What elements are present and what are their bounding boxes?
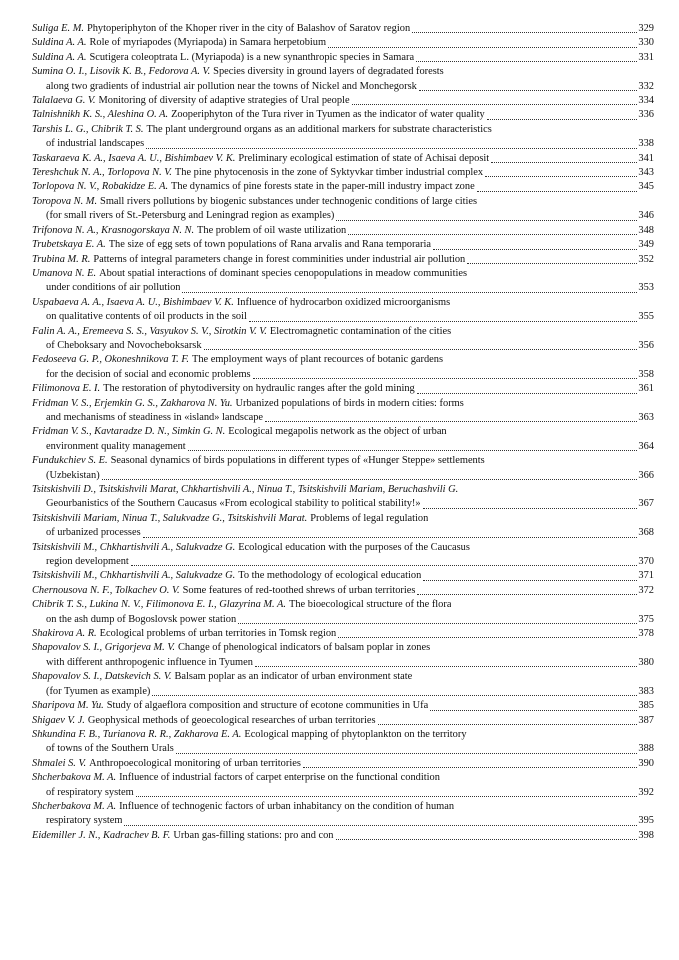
entry-authors: Uspabaeva A. A., Isaeva A. U., Bishimbaev V. K. — [32, 296, 234, 308]
entry-authors: Fridman V. S., Erjemkin G. S., Zakharova N. Yu. — [32, 397, 233, 409]
entry-title-line: The pine phytocenosis in the zone of Syktyvkar timber industrial complex — [174, 167, 484, 179]
dot-leader — [338, 636, 637, 638]
entry-authors: Suldina A. A. — [32, 51, 87, 63]
entry-authors: Tsitskishvili Mariam, Ninua T., Salukvadze G., Tsitskishvili Marat. — [32, 512, 308, 524]
entry-authors: Shcherbakova M. A. — [32, 772, 117, 784]
entry-title-line: The employment ways of plant recources of botanic gardens — [191, 354, 444, 366]
dot-leader — [303, 766, 638, 768]
toc-entry — [32, 425, 654, 454]
toc-entry-continuation-line — [32, 656, 654, 670]
entry-page-number: 346 — [638, 210, 654, 222]
toc-entry-first-line — [32, 397, 654, 411]
toc-entry — [32, 670, 654, 699]
entry-authors: Sharipova M. Yu. — [32, 700, 104, 712]
entry-title-line: under conditions of air pollution — [46, 282, 181, 294]
toc-entry-continuation-line — [32, 685, 654, 699]
entry-page-number: 334 — [638, 95, 654, 107]
toc-entry — [32, 22, 654, 36]
toc-entry-first-line — [32, 152, 654, 166]
toc-entry — [32, 757, 654, 771]
entry-title-line: Ecological problems of urban territories in Tomsk region — [99, 628, 337, 640]
entry-title-line: The size of egg sets of town populations of Rana arvalis and Rana temporaria — [108, 239, 432, 251]
toc-entry — [32, 108, 654, 122]
entry-authors: Taskaraeva K. A., Isaeva A. U., Bishimbaev V. K. — [32, 152, 236, 164]
dot-leader — [433, 248, 637, 250]
entry-page-number: 329 — [638, 23, 654, 34]
entry-title-line: Some features of red-toothed shrews of urban territories — [182, 584, 416, 596]
toc-entry — [32, 699, 654, 713]
dot-leader — [146, 147, 637, 149]
dot-leader — [253, 377, 638, 379]
toc-entry-first-line — [32, 22, 654, 36]
toc-entry-first-line — [32, 195, 654, 209]
entry-page-number: 368 — [638, 527, 654, 539]
entry-authors: Tsitskishvili D., Tsitskishvili Marat, Chkhartishvili A., Ninua T., Tsitskishvili Mariam, Beruchashvili G. — [32, 484, 459, 495]
entry-page-number: 355 — [638, 311, 654, 323]
entry-title-line: environment quality management — [46, 440, 186, 452]
entry-page-number: 353 — [638, 282, 654, 294]
entry-title-line: Problems of legal regulation — [310, 512, 429, 524]
toc-entry-first-line — [32, 598, 654, 612]
entry-authors: Talnishnikh K. S., Aleshina O. A. — [32, 109, 169, 121]
entry-title-line: (Uzbekistan) — [46, 469, 100, 481]
entry-page-number: 398 — [638, 829, 654, 841]
dot-leader — [152, 694, 637, 696]
dot-leader — [419, 89, 638, 91]
entry-page-number: 366 — [638, 469, 654, 481]
entry-authors: Shapovalov S. I., Grigorjeva M. V. — [32, 642, 175, 654]
toc-entry-first-line — [32, 670, 654, 684]
toc-entry-first-line — [32, 94, 654, 108]
toc-entry-first-line — [32, 382, 654, 396]
entry-page-number: 390 — [638, 757, 654, 769]
table-of-contents — [32, 22, 654, 843]
dot-leader — [124, 824, 637, 826]
dot-leader — [477, 190, 638, 192]
toc-entry-continuation-line — [32, 440, 654, 454]
entry-authors: Sumina O. I., Lisovik K. B., Fedorova A. V. — [32, 66, 211, 78]
entry-page-number: 385 — [638, 700, 654, 712]
entry-page-number: 383 — [638, 685, 654, 697]
toc-entry-continuation-line — [32, 469, 654, 483]
entry-title-line: Influence of industrial factors of carpet enterprise on the functional condition — [119, 772, 440, 784]
toc-entry-first-line — [32, 238, 654, 252]
toc-entry — [32, 541, 654, 570]
toc-entry — [32, 641, 654, 670]
toc-entry-first-line — [32, 353, 654, 367]
entry-authors: Talalaeva G. V. — [32, 95, 96, 107]
entry-authors: Falin A. A., Eremeeva S. S., Vasyukov S. V., Sirotkin V. V. — [32, 325, 267, 337]
entry-title-line: Role of myriapodes (Myriapoda) in Samara herpetobium — [89, 37, 327, 49]
toc-entry — [32, 829, 654, 843]
entry-page-number: 330 — [638, 37, 654, 49]
entry-page-number: 341 — [638, 152, 654, 164]
entry-authors: Fundukchiev S. E. — [32, 455, 108, 467]
toc-entry — [32, 584, 654, 598]
dot-leader — [204, 348, 638, 350]
entry-page-number: 336 — [638, 109, 654, 121]
dot-leader — [416, 60, 637, 62]
dot-leader — [423, 579, 637, 581]
entry-page-number: 388 — [638, 743, 654, 755]
toc-entry-continuation-line — [32, 368, 654, 382]
entry-title-line: Anthropoecological monitoring of urban territories — [89, 757, 301, 769]
entry-title-line: About spatial interactions of dominant species cenopopulations in meadow communities — [99, 267, 468, 279]
entry-title-line: of industrial landscapes — [46, 138, 145, 150]
entry-title-line: The problem of oil waste utilization — [197, 224, 347, 236]
entry-page-number: 364 — [638, 440, 654, 452]
toc-entry — [32, 627, 654, 641]
entry-authors: Torlopova N. V., Robakidze E. A. — [32, 181, 169, 193]
entry-title-line: Urbanized populations of birds in modern cities: forms — [235, 397, 464, 409]
dot-leader — [485, 175, 637, 177]
dot-leader — [143, 536, 638, 538]
dot-leader — [430, 709, 637, 711]
dot-leader — [328, 46, 637, 48]
dot-leader — [491, 161, 637, 163]
entry-title-line: Study of algaeflora composition and structure of ecotone communities in Ufa — [106, 700, 429, 712]
entry-title-line: Electromagnetic contamination of the cities — [269, 325, 452, 337]
dot-leader — [188, 449, 638, 451]
toc-entry-first-line — [32, 757, 654, 771]
dot-leader — [182, 291, 637, 293]
toc-entry-first-line — [32, 829, 654, 843]
entry-authors: Toropova N. M. — [32, 195, 98, 207]
toc-entry — [32, 382, 654, 396]
entry-authors: Trubetskaya E. A. — [32, 239, 106, 251]
entry-page-number: 387 — [638, 714, 654, 726]
toc-entry — [32, 353, 654, 382]
toc-entry — [32, 771, 654, 800]
entry-title-line: Change of phenological indicators of balsam poplar in zones — [177, 642, 431, 654]
entry-authors: Chibrik T. S., Lukina N. V., Filimonova E. I., Glazyrina M. A. — [32, 599, 286, 611]
entry-page-number: 371 — [638, 570, 654, 582]
toc-entry — [32, 195, 654, 224]
entry-authors: Fridman V. S., Kavtaradze D. N., Simkin G. N. — [32, 426, 226, 438]
entry-authors: Umanova N. E. — [32, 267, 97, 279]
toc-entry-first-line — [32, 180, 654, 194]
dot-leader — [131, 564, 638, 566]
toc-entry-first-line — [32, 584, 654, 598]
toc-entry-first-line — [32, 425, 654, 439]
entry-title-line: Preliminary ecological estimation of state of Achisai deposit — [238, 152, 490, 164]
dot-leader — [352, 103, 638, 105]
entry-authors: Shapovalov S. I., Datskevich S. V. — [32, 671, 172, 683]
entry-page-number: 375 — [638, 613, 654, 625]
toc-entry — [32, 800, 654, 829]
toc-entry — [32, 123, 654, 152]
entry-title-line: of respiratory system — [46, 786, 134, 798]
entry-page-number: 363 — [638, 411, 654, 423]
toc-entry-first-line — [32, 483, 654, 497]
entry-page-number: 361 — [638, 383, 654, 395]
toc-entry-continuation-line — [32, 526, 654, 540]
dot-leader — [417, 392, 638, 394]
toc-entry-first-line — [32, 714, 654, 728]
entry-authors: Shigaev V. J. — [32, 714, 85, 726]
toc-entry-first-line — [32, 51, 654, 65]
entry-title-line: To the methodology of ecological education — [238, 570, 422, 582]
dot-leader — [348, 233, 637, 235]
toc-entry-first-line — [32, 224, 654, 238]
entry-authors: Shmalei S. V. — [32, 757, 87, 769]
toc-entry — [32, 152, 654, 166]
entry-page-number: 395 — [638, 815, 654, 827]
entry-title-line: Balsam poplar as an indicator of urban environment state — [174, 671, 413, 683]
toc-entry-first-line — [32, 123, 654, 137]
toc-entry — [32, 224, 654, 238]
entry-title-line: Ecological education with the purposes of the Caucasus — [238, 541, 470, 553]
entry-page-number: 358 — [638, 368, 654, 380]
entry-title-line: of towns of the Southern Urals — [46, 743, 174, 755]
entry-authors: Tsitskishvili M., Chkhartishvili A., Salukvadze G. — [32, 570, 236, 582]
toc-entry-continuation-line — [32, 209, 654, 223]
toc-entry — [32, 296, 654, 325]
dot-leader — [136, 795, 638, 797]
entry-title-line: and mechanisms of steadiness in «island» landscape — [46, 411, 263, 423]
dot-leader — [265, 420, 637, 422]
toc-entry — [32, 728, 654, 757]
toc-entry-continuation-line — [32, 411, 654, 425]
dot-leader — [412, 31, 637, 33]
toc-entry-first-line — [32, 800, 654, 814]
dot-leader — [176, 752, 638, 754]
toc-entry — [32, 36, 654, 50]
entry-page-number: 370 — [638, 556, 654, 568]
toc-entry-first-line — [32, 771, 654, 785]
toc-entry — [32, 569, 654, 583]
entry-authors: Filimonova E. I. — [32, 383, 101, 395]
entry-page-number: 349 — [638, 239, 654, 251]
entry-authors: Trifonova N. A., Krasnogorskaya N. N. — [32, 224, 195, 236]
toc-entry — [32, 94, 654, 108]
entry-title-line: Zooperiphyton of the Tura river in Tyumen as the indicator of water quality — [171, 109, 485, 121]
toc-entry — [32, 454, 654, 483]
entry-title-line: The dynamics of pine forests state in the paper-mill industry impact zone — [171, 181, 475, 193]
entry-title-line: of Cheboksary and Novocheboksarsk — [46, 339, 202, 351]
entry-title-line: The plant underground organs as an additional markers for substrate characteristics — [146, 123, 492, 135]
toc-entry — [32, 714, 654, 728]
entry-title-line: Influence of technogenic factors of urban inhabitancy on the condition of human — [119, 800, 455, 812]
entry-title-line: with different anthropogenic influence in Tyumen — [46, 656, 253, 668]
entry-title-line: Scutigera coleoptrata L. (Myriapoda) is a new synanthropic species in Samara — [89, 51, 415, 63]
entry-authors: Chernousova N. F., Tolkachev O. V. — [32, 584, 180, 596]
toc-entry — [32, 180, 654, 194]
dot-leader — [417, 593, 637, 595]
toc-entry — [32, 51, 654, 65]
entry-title-line: Species diversity in ground layers of degradated forests — [213, 66, 444, 78]
toc-entry — [32, 325, 654, 354]
entry-title-line: Seasonal dynamics of birds populations in different types of «Hunger Steppe» settlements — [110, 455, 485, 467]
entry-title-line: on the ash dump of Bogoslovsk power station — [46, 613, 237, 625]
toc-entry-first-line — [32, 65, 654, 79]
dot-leader — [255, 665, 637, 667]
toc-entry-first-line — [32, 728, 654, 742]
toc-entry-continuation-line — [32, 497, 654, 511]
toc-entry-continuation-line — [32, 555, 654, 569]
toc-entry-continuation-line — [32, 137, 654, 151]
toc-entry — [32, 65, 654, 94]
toc-entry-first-line — [32, 541, 654, 555]
toc-entry-first-line — [32, 454, 654, 468]
dot-leader — [487, 118, 638, 120]
toc-entry — [32, 512, 654, 541]
entry-title-line: Patterns of integral parameters change in forest comminities under industrial air pollution — [93, 253, 466, 265]
toc-entry — [32, 238, 654, 252]
entry-authors: Suliga E. M. — [32, 23, 84, 34]
dot-leader — [336, 219, 637, 221]
entry-title-line: (for Tyumen as example) — [46, 685, 151, 697]
entry-page-number: 348 — [638, 224, 654, 236]
entry-page-number: 343 — [638, 167, 654, 179]
entry-title-line: (for small rivers of St.-Petersburg and Leningrad region as examples) — [46, 210, 335, 222]
entry-title-line: of urbanized processes — [46, 527, 141, 539]
dot-leader — [423, 507, 638, 509]
entry-authors: Shkundina F. B., Turianova R. R., Zakharova E. A. — [32, 728, 242, 740]
toc-entry — [32, 397, 654, 426]
entry-page-number: 392 — [638, 786, 654, 798]
entry-page-number: 372 — [638, 584, 654, 596]
toc-entry-first-line — [32, 36, 654, 50]
entry-authors: Tarshis L. G., Chibrik T. S. — [32, 123, 144, 135]
dot-leader — [249, 320, 638, 322]
toc-entry-continuation-line — [32, 613, 654, 627]
toc-entry-first-line — [32, 296, 654, 310]
toc-entry-first-line — [32, 569, 654, 583]
dot-leader — [336, 838, 638, 840]
toc-entry-continuation-line — [32, 80, 654, 94]
entry-title-line: region development — [46, 556, 129, 568]
entry-title-line: The bioecological structure of the flora — [289, 599, 452, 611]
toc-entry — [32, 483, 654, 512]
entry-authors: Shcherbakova M. A. — [32, 800, 117, 812]
toc-entry-continuation-line — [32, 339, 654, 353]
toc-entry-first-line — [32, 166, 654, 180]
entry-authors: Eidemiller J. N., Kadrachev B. F. — [32, 829, 171, 841]
toc-entry-first-line — [32, 641, 654, 655]
toc-entry — [32, 267, 654, 296]
entry-page-number: 345 — [638, 181, 654, 193]
dot-leader — [102, 478, 638, 480]
entry-title-line: for the decision of social and economic problems — [46, 368, 251, 380]
entry-title-line: Phytoperiphyton of the Khoper river in the city of Balashov of Saratov region — [86, 23, 411, 34]
toc-entry-continuation-line — [32, 742, 654, 756]
toc-entry-first-line — [32, 253, 654, 267]
entry-title-line: respiratory system — [46, 815, 123, 827]
toc-entry-first-line — [32, 325, 654, 339]
entry-title-line: Monitoring of diversity of adaptive strategies of Ural people — [98, 95, 350, 107]
toc-entry — [32, 253, 654, 267]
entry-authors: Suldina A. A. — [32, 37, 87, 49]
toc-entry-continuation-line — [32, 786, 654, 800]
entry-title-line: Small rivers pollutions by biogenic substances under technogenic conditions of large cities — [100, 195, 478, 207]
toc-entry-continuation-line — [32, 814, 654, 828]
toc-entry — [32, 166, 654, 180]
entry-title-line: along two gradients of industrial air pollution near the towns of Nickel and Monchegorsk — [46, 80, 417, 92]
dot-leader — [467, 262, 637, 264]
entry-page-number: 331 — [638, 51, 654, 63]
dot-leader — [238, 622, 637, 624]
entry-page-number: 352 — [638, 253, 654, 265]
entry-title-line: Ecological megapolis network as the object of urban — [228, 426, 447, 438]
toc-entry-first-line — [32, 512, 654, 526]
toc-entry-first-line — [32, 627, 654, 641]
entry-page-number: 380 — [638, 656, 654, 668]
entry-authors: Fedoseeva G. P., Okoneshnikova T. F. — [32, 354, 189, 366]
entry-page-number: 338 — [638, 138, 654, 150]
entry-authors: Tereshchuk N. A., Torlopova N. V. — [32, 167, 172, 179]
toc-entry — [32, 598, 654, 627]
entry-authors: Shakirova A. R. — [32, 628, 97, 640]
entry-page-number: 367 — [638, 498, 654, 510]
entry-title-line: Urban gas-filling stations: pro and con — [173, 829, 334, 841]
entry-title-line: Ecological mapping of phytoplankton on the territory — [244, 728, 467, 740]
entry-authors: Trubina M. R. — [32, 253, 91, 265]
entry-title-line: Geophysical methods of geoecological researches of urban territories — [87, 714, 376, 726]
toc-entry-first-line — [32, 267, 654, 281]
entry-title-line: on qualitative contents of oil products in the soil — [46, 311, 247, 323]
entry-authors: Tsitskishvili M., Chkhartishvili A., Salukvadze G. — [32, 541, 236, 553]
toc-entry-first-line — [32, 699, 654, 713]
entry-page-number: 332 — [638, 80, 654, 92]
entry-title-line: Geourbanistics of the Southern Caucasus «From ecological stability to political stability!» — [46, 498, 421, 510]
toc-entry-first-line — [32, 108, 654, 122]
toc-entry-continuation-line — [32, 310, 654, 324]
entry-page-number: 378 — [638, 628, 654, 640]
dot-leader — [378, 723, 638, 725]
toc-entry-continuation-line — [32, 281, 654, 295]
entry-title-line: Influence of hydrocarbon oxidized microorganisms — [236, 296, 451, 308]
entry-page-number: 356 — [638, 339, 654, 351]
entry-title-line: The restoration of phytodiversity on hydraulic ranges after the gold mining — [103, 383, 415, 395]
